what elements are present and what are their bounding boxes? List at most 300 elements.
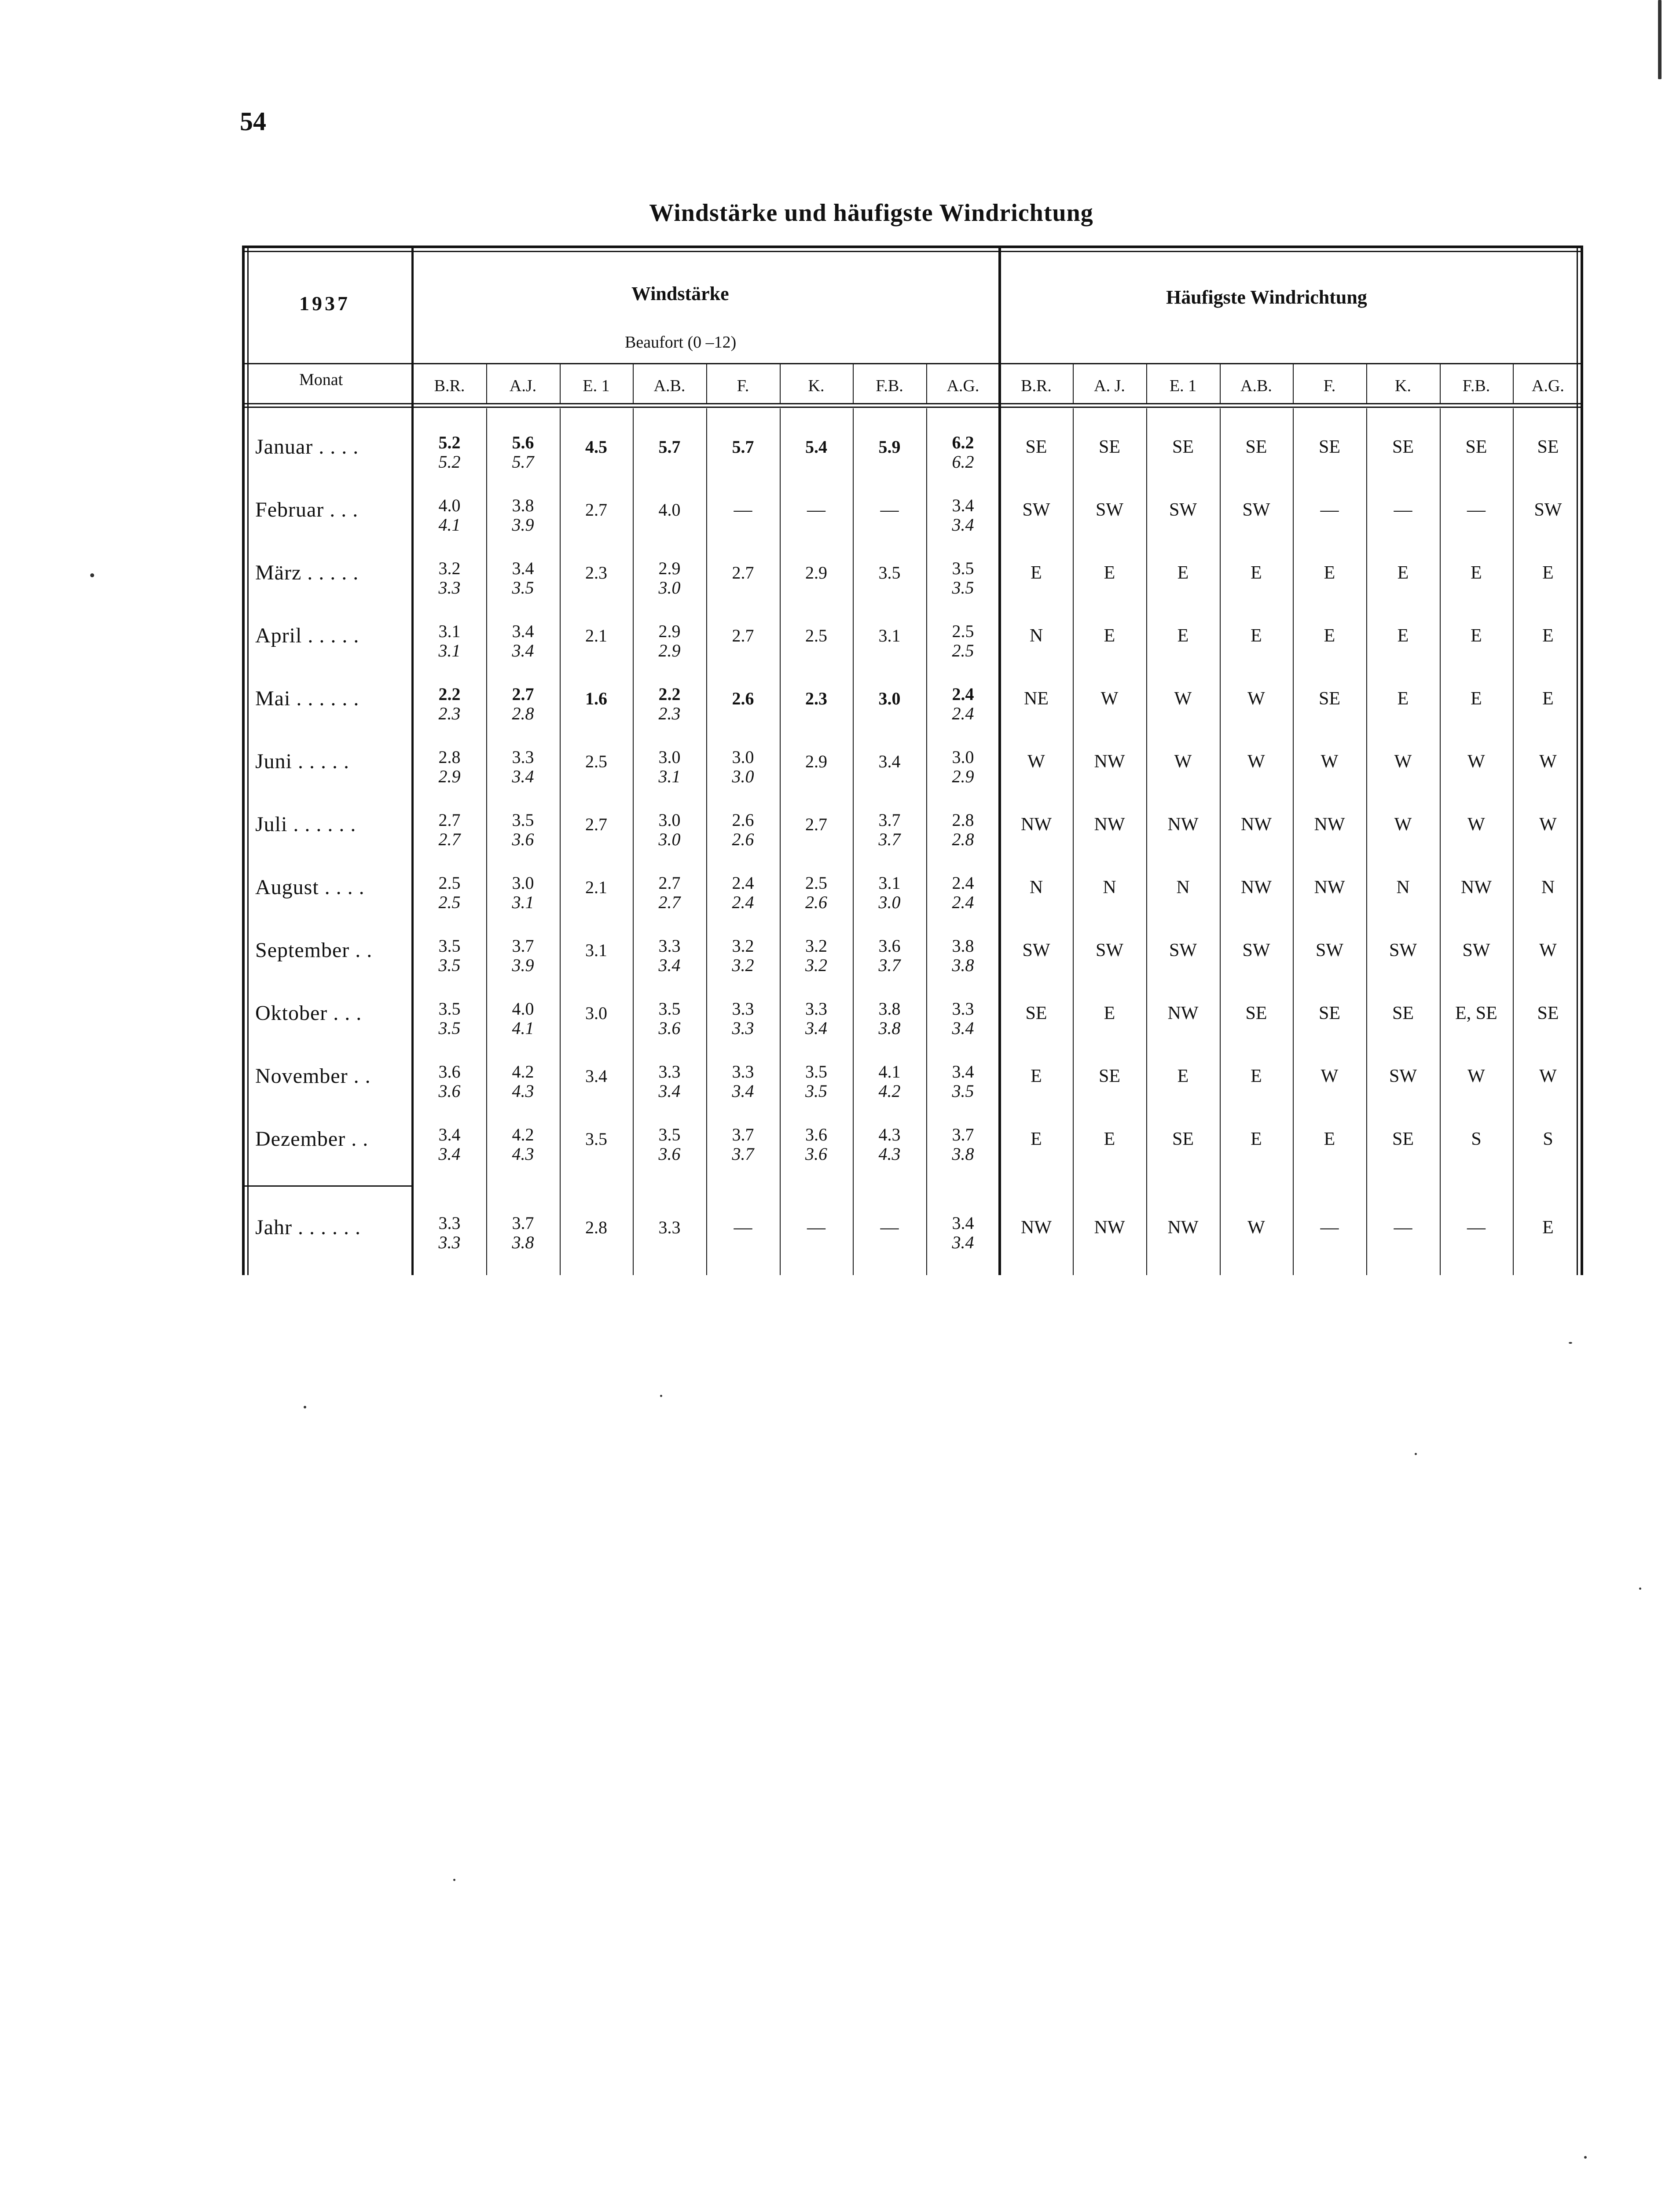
direction-column-header: F. (1323, 377, 1336, 395)
header-rule (242, 363, 413, 364)
direction-value: N (1103, 877, 1116, 898)
speed-value: 3.4 (585, 1066, 607, 1086)
month-label: September . . (255, 939, 373, 962)
direction-value: NW (1021, 814, 1052, 835)
speed-value-alt: 2.9 (952, 766, 974, 786)
direction-value: SW (1389, 1066, 1417, 1086)
speed-value-alt: 3.2 (805, 955, 827, 975)
speed-value: 2.9 (658, 558, 681, 578)
speed-value-alt: 3.0 (878, 892, 901, 912)
speed-value: 4.3 (878, 1125, 901, 1144)
speed-value: 2.2 (438, 684, 461, 704)
direction-value: — (1467, 1217, 1486, 1238)
speed-value: 2.4 (732, 873, 754, 893)
speed-column-header: F.B. (876, 377, 903, 395)
direction-value: W (1467, 1066, 1485, 1086)
speed-value: 6.2 (952, 433, 974, 452)
speed-value: 2.8 (438, 747, 461, 767)
month-label: März . . . . . (255, 561, 359, 584)
direction-value: W (1247, 752, 1265, 772)
speed-value: 2.7 (805, 814, 827, 834)
speed-column-header: A.B. (653, 377, 686, 395)
speed-value-alt: 3.7 (878, 829, 901, 849)
direction-value: N (1396, 877, 1410, 898)
speed-value: 3.4 (952, 495, 974, 515)
direction-value: NW (1461, 877, 1492, 898)
direction-value: E (1324, 626, 1335, 646)
speed-value: 3.8 (512, 495, 534, 515)
direction-value: SE (1098, 1066, 1120, 1086)
wind-table (242, 246, 1583, 1275)
outer-border-top (242, 246, 1583, 248)
direction-value: E (1471, 689, 1482, 709)
speed-value-alt: 2.6 (732, 829, 754, 849)
direction-column-header: E. 1 (1169, 377, 1197, 395)
direction-value: SW (1169, 500, 1197, 520)
month-column-header: Monat (299, 370, 343, 389)
direction-value: NW (1094, 814, 1125, 835)
speed-value: 2.6 (732, 810, 754, 830)
speed-value: 2.4 (952, 684, 974, 704)
month-label: Juli . . . . . . (255, 813, 356, 836)
speed-value: 2.7 (658, 873, 681, 893)
direction-value: E (1542, 689, 1554, 709)
direction-value: W (1321, 752, 1339, 772)
direction-value: NW (1094, 1217, 1125, 1238)
direction-value: E (1471, 626, 1482, 646)
direction-value: NW (1314, 814, 1345, 835)
speed-column-header: F. (737, 377, 749, 395)
speed-value-alt: 3.4 (512, 641, 534, 660)
month-label: August . . . . (255, 876, 365, 899)
speed-value-alt: 5.2 (438, 452, 461, 472)
scan-speck (1639, 1588, 1641, 1590)
speed-value-alt: 3.8 (512, 1232, 534, 1252)
month-label: Oktober . . . (255, 1001, 362, 1025)
direction-value: NW (1167, 1217, 1199, 1238)
speed-value: 3.5 (658, 999, 681, 1019)
speed-value: 2.3 (805, 689, 827, 708)
speed-value: 3.1 (878, 873, 901, 893)
speed-value: 3.0 (512, 873, 534, 893)
direction-value: SE (1245, 437, 1267, 457)
speed-value: — (880, 1217, 899, 1238)
direction-value: N (1029, 626, 1043, 646)
direction-value: W (1247, 1217, 1265, 1238)
direction-value: N (1029, 877, 1043, 898)
speed-value: 2.5 (805, 873, 827, 893)
scan-speck (1584, 2156, 1587, 2159)
speed-value: 3.4 (438, 1125, 461, 1144)
direction-value: SE (1172, 1129, 1194, 1149)
speed-value: 3.0 (658, 810, 681, 830)
speed-value-alt: 2.9 (438, 766, 461, 786)
direction-value: SW (1096, 500, 1123, 520)
speed-value-alt: 3.8 (878, 1018, 901, 1038)
month-label: Januar . . . . (255, 435, 359, 458)
direction-value: W (1100, 689, 1119, 709)
direction-value: SE (1025, 1003, 1047, 1023)
direction-value: E (1031, 1129, 1042, 1149)
direction-column-header: F.B. (1462, 377, 1490, 395)
speed-value: 2.8 (952, 810, 974, 830)
speed-value-alt: 6.2 (952, 452, 974, 472)
speed-value: 3.0 (952, 747, 974, 767)
speed-column-header: A.G. (946, 377, 979, 395)
speed-value: 3.5 (438, 936, 461, 956)
speed-value: 3.3 (805, 999, 827, 1019)
speed-value-alt: 3.3 (438, 1232, 461, 1252)
speed-value-alt: 2.5 (952, 641, 974, 660)
speed-value: 4.0 (658, 500, 681, 520)
direction-value: NW (1167, 1003, 1199, 1023)
direction-value: N (1541, 877, 1555, 898)
speed-value: 2.7 (732, 563, 754, 583)
speed-value: 3.1 (585, 940, 607, 960)
speed-value-alt: 3.7 (878, 955, 901, 975)
speed-value-alt: 3.5 (952, 1081, 974, 1101)
month-label: Februar . . . (255, 498, 359, 521)
speed-value: 3.3 (512, 747, 534, 767)
speed-value: 3.3 (732, 1062, 754, 1082)
direction-group-title: Häufigste Windrichtung (1166, 286, 1367, 308)
speed-value-alt: 3.4 (438, 1144, 461, 1164)
direction-value: NW (1241, 814, 1272, 835)
direction-value: SW (1316, 940, 1343, 961)
direction-value: SW (1534, 500, 1562, 520)
direction-value: E (1104, 626, 1115, 646)
year-row-rule (242, 1185, 413, 1187)
direction-value: E (1177, 1066, 1189, 1086)
speed-value-alt: 3.4 (952, 515, 974, 535)
direction-value: NW (1241, 877, 1272, 898)
month-label: Mai . . . . . . (255, 687, 359, 710)
speed-value: 2.5 (585, 752, 607, 771)
speed-value: 3.7 (512, 936, 534, 956)
speed-value: 4.0 (512, 999, 534, 1019)
speed-value: 3.4 (952, 1062, 974, 1082)
direction-column-header: K. (1395, 377, 1411, 395)
speed-value: 3.8 (878, 999, 901, 1019)
direction-value: E (1471, 563, 1482, 583)
speed-value: 2.3 (585, 563, 607, 583)
speed-value-alt: 2.4 (952, 704, 974, 723)
speed-value: — (807, 1217, 825, 1238)
speed-value-alt: 3.9 (512, 515, 534, 535)
outer-border-left (242, 246, 245, 1275)
direction-value: W (1539, 1066, 1557, 1086)
speed-value: 3.7 (878, 810, 901, 830)
speed-value: 3.6 (438, 1062, 461, 1082)
page-edge-mark (1658, 0, 1662, 79)
speed-value-alt: 2.4 (952, 892, 974, 912)
direction-value: SE (1537, 1003, 1559, 1023)
speed-value: — (734, 500, 752, 520)
direction-value: SE (1318, 437, 1340, 457)
speed-column-header: E. 1 (583, 377, 610, 395)
speed-value-alt: 3.9 (512, 955, 534, 975)
speed-value-alt: 5.7 (512, 452, 534, 472)
page-number: 54 (240, 107, 266, 136)
scan-speck (90, 573, 94, 577)
speed-value: — (734, 1217, 752, 1238)
speed-value-alt: 3.1 (438, 641, 461, 660)
speed-value: 5.7 (658, 437, 681, 457)
year-label: 1937 (299, 292, 350, 315)
speed-value-alt: 3.0 (732, 766, 754, 786)
speed-value-alt: 2.8 (512, 704, 534, 723)
speed-value-alt: 3.4 (952, 1018, 974, 1038)
month-label: April . . . . . (255, 624, 359, 647)
direction-value: S (1543, 1129, 1553, 1149)
speed-value: 3.6 (878, 936, 901, 956)
speed-value-alt: 3.6 (658, 1144, 681, 1164)
speed-value-alt: 2.5 (438, 892, 461, 912)
direction-column-header: A.G. (1532, 377, 1564, 395)
scan-speck (660, 1395, 662, 1397)
direction-value: W (1539, 752, 1557, 772)
direction-value: W (1321, 1066, 1339, 1086)
speed-value: — (880, 500, 899, 520)
direction-value: SW (1096, 940, 1123, 961)
direction-value: W (1027, 752, 1045, 772)
speed-value-alt: 3.2 (732, 955, 754, 975)
speed-value-alt: 2.3 (438, 704, 461, 723)
scan-speck (453, 1879, 455, 1881)
speed-value: 3.0 (732, 747, 754, 767)
speed-value: 3.1 (878, 626, 901, 645)
direction-value: SE (1392, 437, 1414, 457)
speed-value: 5.7 (732, 437, 754, 457)
speed-value-alt: 2.7 (658, 892, 681, 912)
speed-value: 4.0 (438, 495, 461, 515)
speed-value: — (807, 500, 825, 520)
month-label: November . . (255, 1064, 371, 1088)
direction-value: NE (1024, 689, 1049, 709)
direction-value: E (1177, 626, 1189, 646)
direction-value: SE (1392, 1129, 1414, 1149)
speed-value: 3.3 (732, 999, 754, 1019)
direction-value: E (1177, 563, 1189, 583)
speed-value-alt: 3.0 (658, 578, 681, 598)
direction-value: SW (1242, 500, 1270, 520)
direction-value: SW (1022, 940, 1050, 961)
direction-value: W (1539, 814, 1557, 835)
direction-value: W (1174, 752, 1192, 772)
speed-value: 5.6 (512, 433, 534, 452)
speed-value: 3.5 (878, 563, 901, 583)
speed-value: 2.7 (438, 810, 461, 830)
outer-border-left-inner (247, 246, 249, 1275)
speed-value-alt: 2.4 (732, 892, 754, 912)
speed-value: 3.8 (952, 936, 974, 956)
table-title: Windstärke und häufigste Windrichtung (649, 199, 1093, 227)
scan-speck (1569, 1342, 1572, 1344)
direction-value: — (1394, 1217, 1412, 1238)
speed-column-header: K. (808, 377, 825, 395)
speed-value: 2.9 (805, 563, 827, 583)
direction-value: — (1467, 500, 1486, 520)
speed-value: 3.3 (952, 999, 974, 1019)
speed-value: 3.4 (512, 558, 534, 578)
direction-value: W (1467, 752, 1485, 772)
speed-value-alt: 2.6 (805, 892, 827, 912)
direction-value: E (1104, 1129, 1115, 1149)
direction-value: SE (1318, 1003, 1340, 1023)
speed-value-alt: 3.7 (732, 1144, 754, 1164)
speed-unit-label: Beaufort (0 –12) (625, 333, 737, 352)
speed-group-title: Windstärke (631, 283, 729, 304)
speed-value-alt: 4.3 (512, 1144, 534, 1164)
direction-value: NW (1021, 1217, 1052, 1238)
speed-value: 3.4 (952, 1213, 974, 1233)
direction-column-header: B.R. (1021, 377, 1052, 395)
speed-column-header: A.J. (509, 377, 537, 395)
speed-value-alt: 3.1 (658, 766, 681, 786)
direction-value: SW (1462, 940, 1490, 961)
direction-value: E (1397, 563, 1409, 583)
direction-value: W (1247, 689, 1265, 709)
speed-value-alt: 3.3 (732, 1018, 754, 1038)
speed-value: 3.5 (805, 1062, 827, 1082)
speed-value: 3.5 (512, 810, 534, 830)
speed-value: 3.3 (438, 1213, 461, 1233)
direction-value: SE (1392, 1003, 1414, 1023)
direction-value: E (1542, 563, 1554, 583)
speed-value: 4.5 (585, 437, 607, 457)
month-label: Dezember . . (255, 1127, 369, 1151)
speed-value: 3.3 (658, 1062, 681, 1082)
speed-value: 3.5 (952, 558, 974, 578)
scan-speck (304, 1406, 306, 1408)
speed-value-alt: 3.6 (512, 829, 534, 849)
month-label: Jahr . . . . . . (255, 1216, 361, 1239)
direction-column-header: A. J. (1094, 377, 1125, 395)
speed-value-alt: 3.6 (658, 1018, 681, 1038)
speed-value-alt: 3.5 (805, 1081, 827, 1101)
speed-value-alt: 3.4 (732, 1081, 754, 1101)
direction-value: E (1251, 563, 1262, 583)
direction-value: E (1251, 626, 1262, 646)
speed-value-alt: 3.8 (952, 1144, 974, 1164)
outer-border-top-inner (242, 251, 1583, 252)
speed-value-alt: 3.8 (952, 955, 974, 975)
speed-value-alt: 3.6 (805, 1144, 827, 1164)
speed-value: 3.7 (732, 1125, 754, 1144)
direction-value: NW (1314, 877, 1345, 898)
speed-value: 3.6 (805, 1125, 827, 1144)
direction-value: W (1394, 814, 1412, 835)
speed-value: 3.1 (438, 621, 461, 641)
speed-value: 3.0 (585, 1003, 607, 1023)
speed-value: 3.7 (952, 1125, 974, 1144)
speed-value: 3.2 (805, 936, 827, 956)
scan-speck (1415, 1453, 1417, 1455)
speed-value-alt: 3.5 (438, 955, 461, 975)
speed-value: 2.9 (805, 752, 827, 771)
speed-value: 2.5 (952, 621, 974, 641)
direction-value: W (1539, 940, 1557, 961)
direction-column-header: A.B. (1240, 377, 1272, 395)
speed-value: 3.4 (512, 621, 534, 641)
speed-value-alt: 3.1 (512, 892, 534, 912)
speed-value: 2.7 (512, 684, 534, 704)
speed-value: 2.7 (732, 626, 754, 645)
speed-value: 2.8 (585, 1217, 607, 1237)
direction-value: SE (1537, 437, 1559, 457)
month-label: Juni . . . . . (255, 750, 350, 773)
speed-value: 2.9 (658, 621, 681, 641)
speed-value-alt: 4.1 (438, 515, 461, 535)
speed-value: 5.2 (438, 433, 461, 452)
header-bottom-rule (242, 407, 1583, 408)
speed-value: 4.2 (512, 1125, 534, 1144)
speed-value-alt: 3.0 (658, 829, 681, 849)
speed-value-alt: 3.4 (512, 766, 534, 786)
speed-value-alt: 4.2 (878, 1081, 901, 1101)
speed-value-alt: 3.3 (438, 578, 461, 598)
direction-value: E (1324, 563, 1335, 583)
speed-value: 2.5 (438, 873, 461, 893)
header-bottom-rule (242, 403, 1583, 404)
direction-value: — (1394, 500, 1412, 520)
direction-value: SE (1025, 437, 1047, 457)
speed-value: 3.5 (585, 1129, 607, 1149)
direction-value: E, SE (1455, 1003, 1497, 1023)
direction-value: W (1174, 689, 1192, 709)
direction-value: E (1542, 1217, 1554, 1238)
speed-value-alt: 3.5 (438, 1018, 461, 1038)
direction-value: E (1251, 1129, 1262, 1149)
direction-value: W (1467, 814, 1485, 835)
speed-value: 5.4 (805, 437, 827, 457)
direction-value: W (1394, 752, 1412, 772)
speed-value: 3.4 (878, 752, 901, 771)
speed-value: 2.7 (585, 814, 607, 834)
speed-value-alt: 3.4 (658, 955, 681, 975)
direction-value: SE (1098, 437, 1120, 457)
speed-value-alt: 3.4 (658, 1081, 681, 1101)
direction-value: — (1320, 500, 1339, 520)
speed-value-alt: 3.5 (512, 578, 534, 598)
direction-value: N (1176, 877, 1190, 898)
direction-value: SE (1172, 437, 1194, 457)
speed-value: 4.1 (878, 1062, 901, 1082)
speed-value-alt: 4.3 (512, 1081, 534, 1101)
speed-value: 2.7 (585, 500, 607, 520)
speed-value: 3.2 (438, 558, 461, 578)
direction-value: NW (1094, 752, 1125, 772)
speed-value: 2.1 (585, 626, 607, 645)
direction-value: SE (1465, 437, 1487, 457)
speed-value-alt: 2.8 (952, 829, 974, 849)
speed-value-alt: 3.4 (805, 1018, 827, 1038)
speed-value: 2.1 (585, 877, 607, 897)
direction-value: E (1031, 1066, 1042, 1086)
speed-value-alt: 4.1 (512, 1018, 534, 1038)
direction-value: SE (1245, 1003, 1267, 1023)
direction-value: E (1104, 563, 1115, 583)
speed-value-alt: 3.6 (438, 1081, 461, 1101)
header-rule (413, 363, 1583, 364)
direction-value: E (1104, 1003, 1115, 1023)
speed-value: 3.7 (512, 1213, 534, 1233)
speed-value: 3.3 (658, 936, 681, 956)
speed-value: 3.0 (658, 747, 681, 767)
speed-value: 3.3 (658, 1217, 681, 1237)
speed-value: 3.0 (878, 689, 901, 708)
speed-value: 5.9 (878, 437, 901, 457)
